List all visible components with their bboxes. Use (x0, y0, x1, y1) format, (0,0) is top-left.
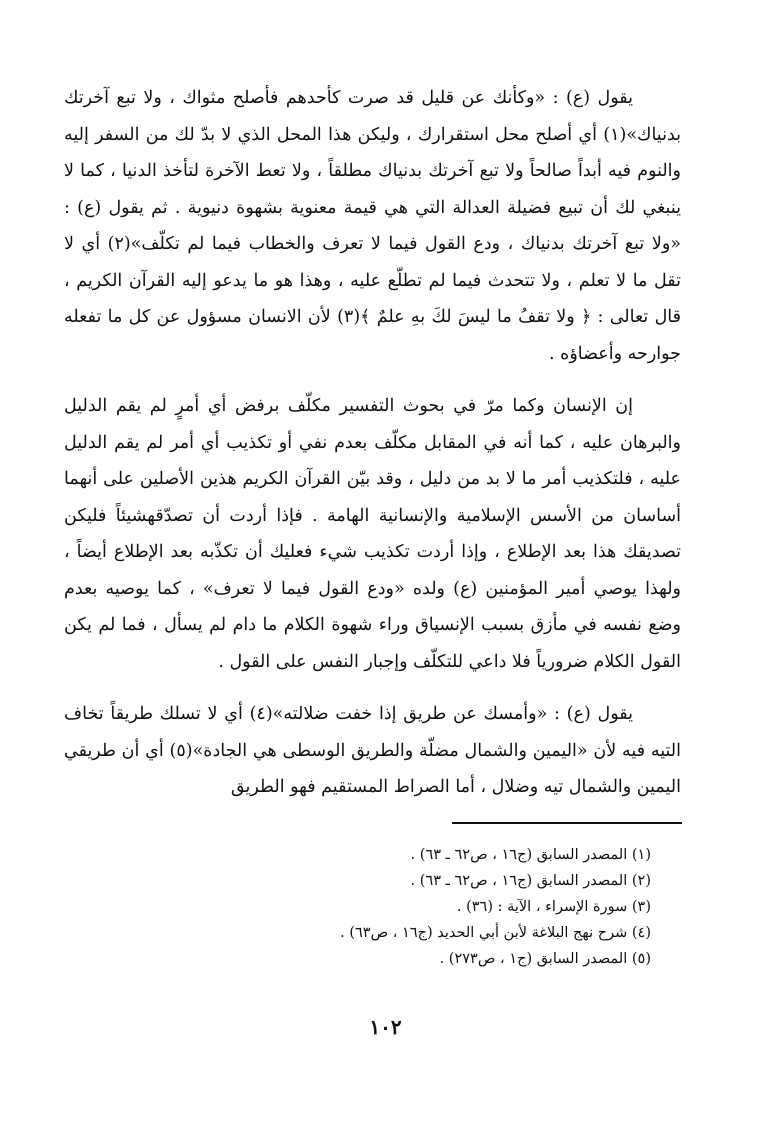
footnote-divider (452, 822, 682, 824)
footnote-1: (١) المصدر السابق (ج١٦ ، ص٦٢ ـ ٦٣) . (410, 847, 651, 863)
footnotes-list (111, 842, 651, 972)
page-number: ١٠٢ (369, 1015, 402, 1039)
footnote-4: (٤) شرح نهج البلاغة لأبن أبي الحديد (ج١٦ ، ص٦٣) . (340, 925, 651, 941)
paragraph-1: يقول (ع) : «وكأنك عن قليل قد صرت كأحدهم فأصلح مثواك ، ولا تبع آخرتك بدنياك»(١) أي أصلح محل استقرارك ، وليكن هذا المحل الذي لا بدّ لك من السفر إليه والنوم فيه أبداً صالحاً ولا تبع آخرتك بدنياك مطلقاً ، ولا تعط الآخرة لتأخذ الدنيا ، كما لا ينبغي لك أن تبيع فضيلة العدالة التي هي قيمة معنوية بشهوة دنيوية . ثم يقول (ع) : «ولا تبع آخرتك بدنياك ، ودع القول فيما لا تعرف والخطاب فيما لم تكلّف»(٢) أي لا تقل ما لا تعلم ، ولا تتحدث فيما لم تطلّع عليه ، وهذا هو ما يدعو إليه القرآن الكريم ، قال تعالى : ﴿ ولا تقفُ ما ليسَ لكَ بهِ علمٌ ﴾(٣) لأن الانسان مسؤول عن كل ما تفعله جوارحه وأعضاؤه . (64, 88, 681, 364)
body-text (64, 80, 681, 806)
paragraph-3: يقول (ع) : «وأمسك عن طريق إذا خفت ضلالته»(٤) أي لا تسلك طريقاً تخاف التيه فيه لأن «اليمين والشمال مضلّة والطريق الوسطى هي الجادة»(٥) أي أن طريقي اليمين والشمال تيه وضلال ، أما الصراط المستقيم فهو الطريق (64, 704, 681, 797)
footnote-5: (٥) المصدر السابق (ج١ ، ص٢٧٣) . (439, 951, 651, 967)
footnote-2: (٢) المصدر السابق (ج١٦ ، ص٦٢ ـ ٦٣) . (410, 873, 651, 889)
footnote-3: (٣) سورة الإسراء ، الآية : (٣٦) . (456, 899, 651, 915)
paragraph-2: إن الإنسان وكما مرّ في بحوث التفسير مكلّف برفض أي أمرٍ لم يقم الدليل والبرهان عليه ، كما أنه في المقابل مكلّف بعدم نفي أو تكذيب أي أمر لم يقم الدليل عليه ، فلتكذيب أمر ما لا بد من دليل ، وقد بيّن القرآن الكريم هذين الأصلين على أنهما أساسان من الأسس الإسلامية والإنسانية الهامة . فإذا أردت أن تصدّقهشيئاً فليكن تصديقك هذا بعد الإطلاع ، وإذا أردت تكذيب شيء فعليك أن تكذّبه بعد الإطلاع أيضاً ، ولهذا يوصي أمير المؤمنين (ع) ولده «ودع القول فيما لا تعرف» ، كما يوصيه بعدم وضع نفسه في مأزق بسبب الإنسياق وراء شهوة الكلام ما دام لم يسأل ، فما لم يكن القول الكلام ضرورياً فلا داعي للتكلّف وإجبار النفس على القول . (64, 396, 681, 672)
